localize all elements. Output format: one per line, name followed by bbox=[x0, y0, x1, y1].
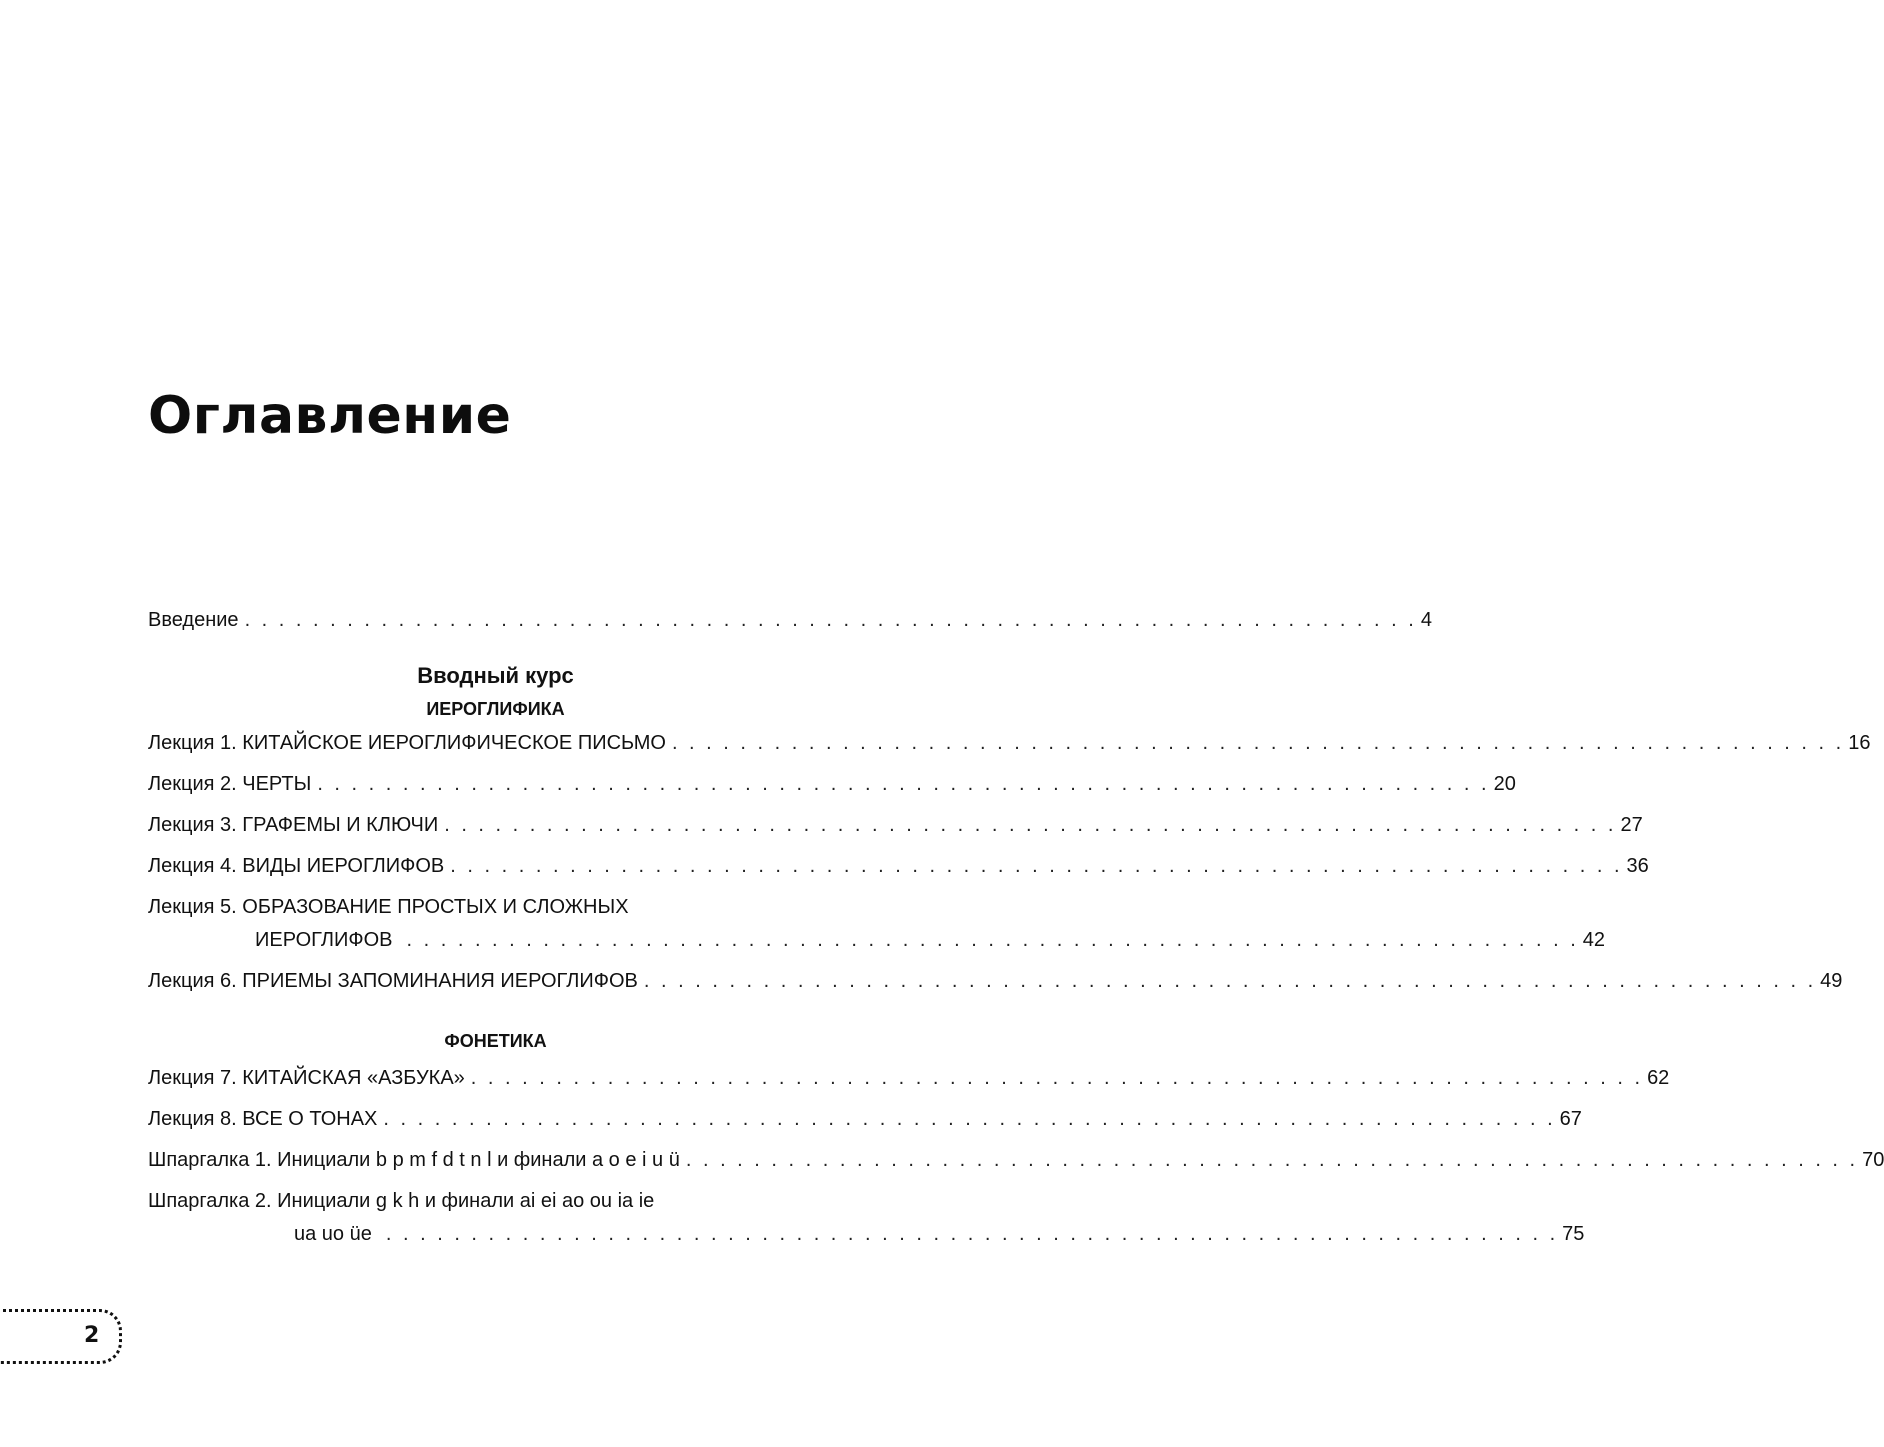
dot-leader: . . . . . . . . . . . . . . . . . . . . . . . . . . . . . . . . . . . . . . . . . . . . . . . . . . . . . . . . . . . . . . . . . . . . . bbox=[671, 732, 1845, 754]
toc-entry-page: 42 bbox=[1582, 929, 1605, 951]
dot-leader: . . . . . . . . . . . . . . . . . . . . . . . . . . . . . . . . . . . . . . . . . . . . . . . . . . . . . . . . . . . . . . . . . . . . . bbox=[450, 855, 1623, 877]
toc-entry-prefix: Лекция 4. bbox=[148, 855, 237, 877]
toc-entry-page: 70 bbox=[1862, 1149, 1884, 1171]
toc-entry-title-line-2: ua uo üe bbox=[294, 1223, 372, 1245]
toc-entry-intro[interactable] bbox=[148, 603, 1432, 638]
toc-entry-lecture-2[interactable] bbox=[148, 767, 1516, 802]
toc-entry-title-line-2: ИЕРОГЛИФОВ bbox=[255, 929, 393, 951]
toc-entry-title: ЧЕРТЫ bbox=[242, 773, 312, 795]
toc-entry-page: 36 bbox=[1626, 855, 1649, 877]
toc-entry-prefix: Лекция 3. bbox=[148, 814, 237, 836]
toc-entry-page: 67 bbox=[1559, 1108, 1582, 1130]
toc-entry-page: 75 bbox=[1562, 1223, 1585, 1245]
table-of-contents bbox=[148, 603, 1884, 1258]
toc-entry-prefix: Лекция 2. bbox=[148, 773, 237, 795]
page-title: Оглавление bbox=[148, 386, 512, 446]
toc-entry-title: КИТАЙСКОЕ ИЕРОГЛИФИЧЕСКОЕ ПИСЬМО bbox=[242, 732, 666, 754]
toc-entry-prefix: Лекция 1. bbox=[148, 732, 237, 754]
toc-entry-title: ПРИЕМЫ ЗАПОМИНАНИЯ ИЕРОГЛИФОВ bbox=[242, 970, 638, 992]
toc-entry-title: ВСЕ О ТОНАХ bbox=[242, 1108, 378, 1130]
toc-entry-lecture-3[interactable] bbox=[148, 808, 1643, 843]
toc-entry-prefix: Лекция 8. bbox=[148, 1108, 237, 1130]
toc-entry-title-line-1: ОБРАЗОВАНИЕ ПРОСТЫХ И СЛОЖНЫХ bbox=[242, 896, 629, 918]
toc-entry-title: КИТАЙСКАЯ «АЗБУКА» bbox=[242, 1067, 465, 1089]
toc-entry-page: 20 bbox=[1493, 773, 1516, 795]
toc-entry-prefix: Лекция 5. bbox=[148, 896, 237, 918]
toc-entry-cheatsheet-1[interactable] bbox=[148, 1143, 1884, 1178]
toc-entry-cheatsheet-2[interactable] bbox=[148, 1184, 1585, 1252]
toc-entry-lecture-1[interactable] bbox=[148, 726, 1871, 761]
section-heading-phonetics: ФОНЕТИКА bbox=[444, 1031, 547, 1051]
dot-leader: . . . . . . . . . . . . . . . . . . . . . . . . . . . . . . . . . . . . . . . . . . . . . . . . . . . . . . . . . . . . . . . . . . . . . bbox=[317, 773, 1490, 795]
toc-entry-lecture-4[interactable] bbox=[148, 849, 1649, 884]
toc-entry-page: 4 bbox=[1420, 609, 1432, 631]
section-heading-hieroglyphics: ИЕРОГЛИФИКА bbox=[426, 699, 565, 719]
toc-entry-prefix: Шпаргалка 2. bbox=[148, 1190, 272, 1212]
toc-entry-title-line-1: Инициали g k h и финали ai ei ao ou ia ie bbox=[277, 1190, 655, 1212]
toc-entry-prefix: Шпаргалка 1. bbox=[148, 1149, 272, 1171]
toc-entry-lecture-6[interactable] bbox=[148, 964, 1843, 999]
toc-entry-page: 16 bbox=[1848, 732, 1871, 754]
toc-entry-lecture-7[interactable] bbox=[148, 1061, 1670, 1096]
toc-entry-title: ВИДЫ ИЕРОГЛИФОВ bbox=[242, 855, 445, 877]
toc-entry-prefix: Лекция 7. bbox=[148, 1067, 237, 1089]
dot-leader: . . . . . . . . . . . . . . . . . . . . . . . . . . . . . . . . . . . . . . . . . . . . . . . . . . . . . . . . . . . . . . . . . . . . . bbox=[383, 1108, 1556, 1130]
dot-leader: . . . . . . . . . . . . . . . . . . . . . . . . . . . . . . . . . . . . . . . . . . . . . . . . . . . . . . . . . . . . . . . . . . . . . bbox=[244, 609, 1417, 631]
toc-entry-lecture-5[interactable] bbox=[148, 890, 1605, 958]
toc-entry-lecture-8[interactable] bbox=[148, 1102, 1582, 1137]
toc-entry-prefix: Лекция 6. bbox=[148, 970, 237, 992]
toc-entry-title: ГРАФЕМЫ И КЛЮЧИ bbox=[242, 814, 439, 836]
dot-leader: . . . . . . . . . . . . . . . . . . . . . . . . . . . . . . . . . . . . . . . . . . . . . . . . . . . . . . . . . . . . . . . . . . . . . bbox=[406, 929, 1579, 951]
dot-leader: . . . . . . . . . . . . . . . . . . . . . . . . . . . . . . . . . . . . . . . . . . . . . . . . . . . . . . . . . . . . . . . . . . . . . bbox=[643, 970, 1817, 992]
toc-entry-page: 27 bbox=[1620, 814, 1643, 836]
toc-entry-title: Инициали b p m f d t n l и финали a o e i u ü bbox=[277, 1149, 680, 1171]
dot-leader: . . . . . . . . . . . . . . . . . . . . . . . . . . . . . . . . . . . . . . . . . . . . . . . . . . . . . . . . . . . . . . . . . . . . . bbox=[470, 1067, 1644, 1089]
page-number-tab bbox=[0, 1309, 122, 1364]
course-heading: Вводный курс bbox=[417, 663, 574, 688]
toc-entry-page: 49 bbox=[1820, 970, 1843, 992]
dot-leader: . . . . . . . . . . . . . . . . . . . . . . . . . . . . . . . . . . . . . . . . . . . . . . . . . . . . . . . . . . . . . . . . . . . . . bbox=[685, 1149, 1859, 1171]
toc-entry-title: Введение bbox=[148, 609, 239, 631]
page-number: 2 bbox=[84, 1323, 100, 1348]
dot-leader: . . . . . . . . . . . . . . . . . . . . . . . . . . . . . . . . . . . . . . . . . . . . . . . . . . . . . . . . . . . . . . . . . . . . . bbox=[385, 1223, 1559, 1245]
toc-entry-page: 62 bbox=[1647, 1067, 1670, 1089]
dot-leader: . . . . . . . . . . . . . . . . . . . . . . . . . . . . . . . . . . . . . . . . . . . . . . . . . . . . . . . . . . . . . . . . . . . . . bbox=[444, 814, 1617, 836]
